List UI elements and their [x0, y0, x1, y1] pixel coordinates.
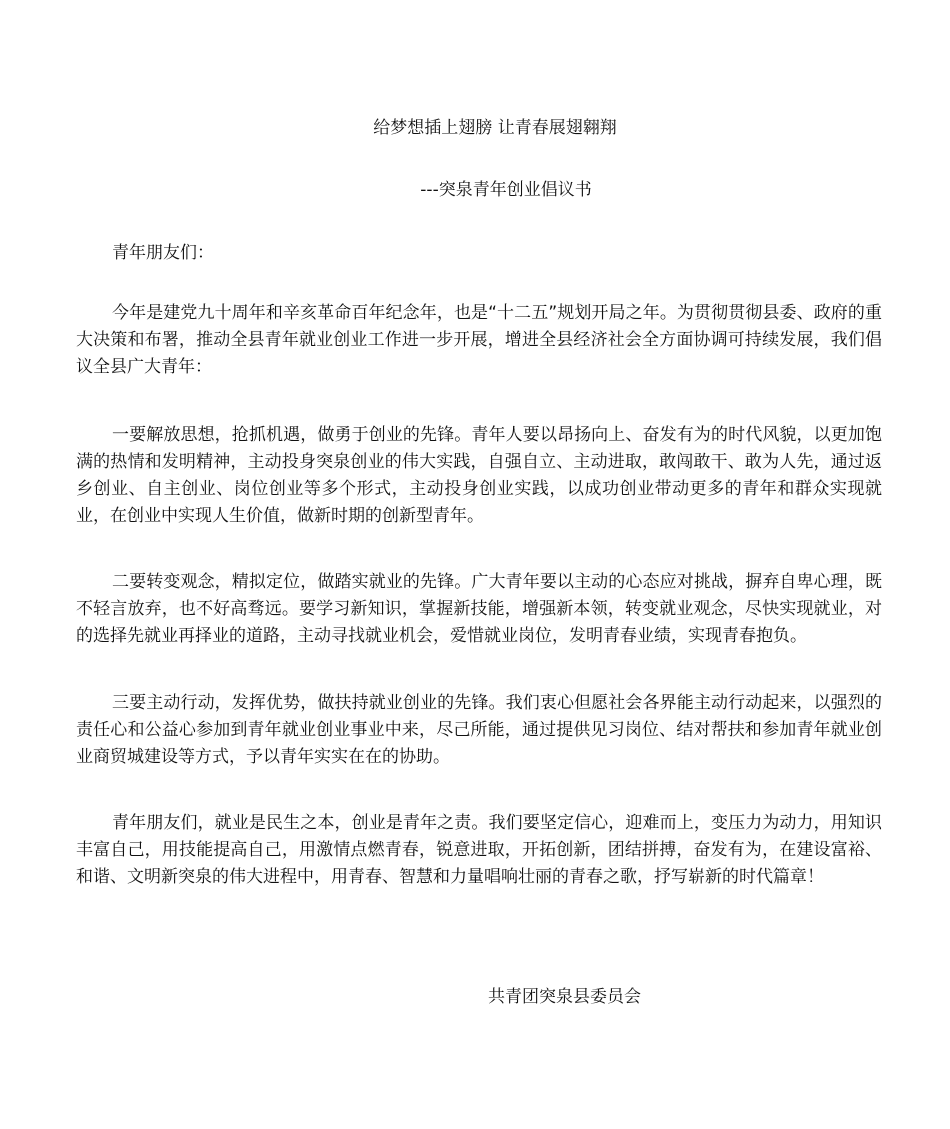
- paragraph-first-proposal: 一要解放思想，抢抓机遇，做勇于创业的先锋。青年人要以昂扬向上、奋发有为的时代风貌，以更加饱满的热情和发明精神，主动投身突泉创业的伟大实践，自强自立、主动进取，敢闯敢干、敢为人先，通过返乡创业、自主创业、岗位创业等多个形式，主动投身创业实践，以成功创业带动更多的青年和群众实现就业，在创业中实现人生价值，做新时期的创新型青年。: [76, 425, 882, 526]
- greeting: 青年朋友们：: [112, 243, 214, 263]
- paragraph-closing: 青年朋友们，就业是民生之本，创业是青年之责。我们要坚定信心，迎难而上，变压力为动力，用知识丰富自己，用技能提高自己，用激情点燃青春，锐意进取，开拓创新，团结拼搏，奋发有为，在建设富裕、和谐、文明新突泉的伟大进程中，用青春、智慧和力量唱响壮丽的青春之歌，抒写崭新的时代篇章！: [76, 813, 882, 887]
- document-subtitle: ---突泉青年创业倡议书: [420, 180, 592, 200]
- paragraph-intro: 今年是建党九十周年和辛亥革命百年纪念年，也是“十二五”规划开局之年。为贯彻贯彻县委、政府的重大决策和布署，推动全县青年就业创业工作进一步开展，增进全县经济社会全方面协调可持续发展，我们倡议全县广大青年：: [76, 303, 882, 377]
- document-title: 给梦想插上翅膀 让青春展翅翱翔: [373, 118, 617, 138]
- paragraph-second-proposal: 二要转变观念，精拟定位，做踏实就业的先锋。广大青年要以主动的心态应对挑战，摒弃自卑心理，既不轻言放弃，也不好高骛远。要学习新知识，掌握新技能，增强新本领，转变就业观念，尽快实现就业，对的选择先就业再择业的道路，主动寻找就业机会，爱惜就业岗位，发明青春业绩，实现青春抱负。: [76, 572, 882, 646]
- paragraph-third-proposal: 三要主动行动，发挥优势，做扶持就业创业的先锋。我们衷心但愿社会各界能主动行动起来，以强烈的责任心和公益心参加到青年就业创业事业中来，尽己所能，通过提供见习岗位、结对帮扶和参加青年就业创业商贸城建设等方式，予以青年实实在在的协助。: [76, 693, 882, 767]
- signature: 共青团突泉县委员会: [488, 987, 641, 1007]
